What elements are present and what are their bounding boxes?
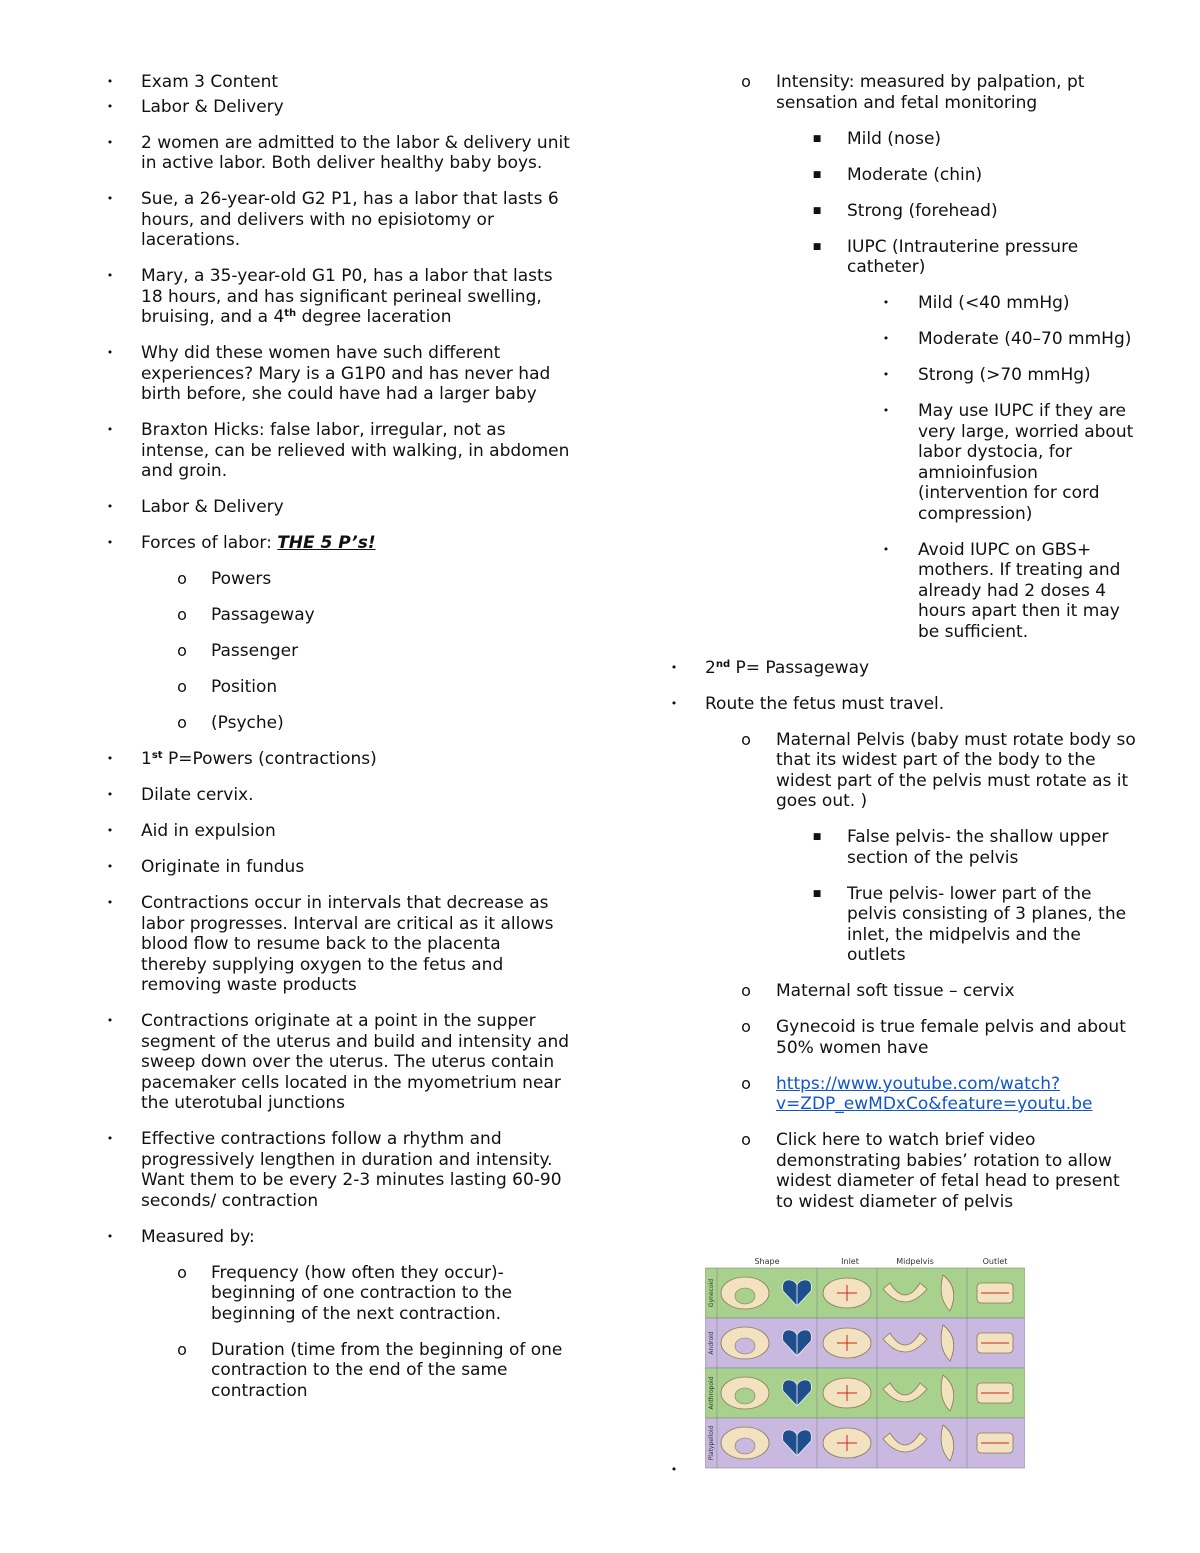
bullet-icon: •	[106, 752, 114, 765]
bullet-icon: •	[106, 788, 114, 801]
list-item: • Strong (>70 mmHg)	[660, 365, 1140, 386]
list-item: • Effective contractions follow a rhythm and progressively lengthen in duration and intensity. Want them to be every 2-3 minutes lasting 60-90 seconds/ contraction	[100, 1129, 570, 1211]
pelvis-row-label: Anthropoid	[708, 1376, 715, 1410]
bullet-icon: •	[106, 192, 114, 205]
list-item: • May use IUPC if they are very large, worried about labor dystocia, for amnioinfusion (intervention for cord compression)	[660, 401, 1140, 524]
bullet-icon: •	[106, 1014, 114, 1027]
youtube-link[interactable]: https://www.youtube.com/watch?v=ZDP_ewMDxCo&feature=youtu.be	[776, 1073, 1093, 1114]
list-item: • Aid in expulsion	[100, 821, 570, 842]
list-item: • Moderate (40–70 mmHg)	[660, 329, 1140, 350]
square-bullet-icon: ■	[812, 169, 822, 180]
bullet-icon: •	[106, 75, 114, 88]
circle-bullet-icon: o	[741, 981, 751, 1000]
pelvis-types-figure	[705, 1255, 1025, 1470]
square-bullet-icon: ■	[812, 241, 822, 252]
pelvis-types-image	[705, 1255, 1025, 1470]
bullet-icon: •	[106, 99, 114, 113]
list-item: • Contractions originate at a point in the supper segment of the uterus and build and intensity and sweep down over the uterus. The uterus contain pacemaker cells located in the myometrium near the uterotubal junctions	[100, 1011, 570, 1114]
bullet-icon: •	[106, 1132, 114, 1145]
circle-bullet-icon: o	[177, 605, 187, 624]
bullet-icon: •	[882, 542, 890, 556]
list-item: o Powers	[100, 569, 570, 590]
list-item: ■ IUPC (Intrauterine pressure catheter)	[660, 237, 1140, 278]
list-item: • Forces of labor: THE 5 P’s!	[100, 533, 570, 554]
list-item: • Exam 3 Content	[100, 72, 570, 93]
circle-bullet-icon: o	[177, 677, 187, 696]
circle-bullet-icon: o	[741, 729, 751, 749]
bullet-icon: •	[106, 346, 114, 359]
list-item: • Measured by:	[100, 1227, 570, 1248]
bullet-icon: •	[106, 1229, 114, 1243]
circle-bullet-icon: o	[177, 1262, 187, 1282]
list-item: • Why did these women have such different experiences? Mary is a G1P0 and has never had birth before, she could have had a larger baby	[100, 343, 570, 405]
list-item: o Frequency (how often they occur)- beginning of one contraction to the beginning of the next contraction.	[100, 1263, 570, 1325]
list-item: o Gynecoid is true female pelvis and about 50% women have	[660, 1017, 1140, 1058]
square-bullet-icon: ■	[812, 832, 822, 842]
list-item: • Labor & Delivery	[100, 497, 570, 518]
list-item: ■ Mild (nose)	[660, 129, 1140, 150]
pelvis-inlet-opening-icon	[735, 1388, 755, 1404]
circle-bullet-icon: o	[741, 1130, 751, 1149]
list-item: ■ Strong (forehead)	[660, 201, 1140, 222]
bullet-icon: •	[106, 135, 114, 149]
list-item: • 1st P=Powers (contractions)	[100, 749, 570, 770]
bullet-icon: •	[106, 423, 114, 436]
bullet-icon: •	[882, 368, 890, 381]
bullet-icon: •	[882, 296, 890, 309]
list-item: • Mary, a 35-year-old G1 P0, has a labor that lasts 18 hours, and has significant perineal swelling, bruising, and a 4th degree laceration	[100, 266, 570, 328]
list-item: o Maternal soft tissue – cervix	[660, 981, 1140, 1002]
bullet-icon: •	[106, 269, 114, 282]
header-shape: Shape	[754, 1257, 780, 1266]
circle-bullet-icon: o	[741, 72, 751, 91]
circle-bullet-icon: o	[177, 1339, 187, 1359]
pelvis-inlet-opening-icon	[735, 1338, 755, 1354]
list-item: • Sue, a 26-year-old G2 P1, has a labor that lasts 6 hours, and delivers with no episiotomy or lacerations.	[100, 189, 570, 251]
list-item: ■ Moderate (chin)	[660, 165, 1140, 186]
list-item: o Passageway	[100, 605, 570, 626]
list-item: • Originate in fundus	[100, 857, 570, 878]
circle-bullet-icon: o	[741, 1073, 751, 1093]
bullet-icon: •	[106, 896, 114, 909]
list-item: o Click here to watch brief video demonstrating babies’ rotation to allow widest diameter of fetal head to present to widest diameter of pelvis	[660, 1130, 1140, 1212]
bullet-icon: •	[106, 500, 114, 513]
pelvis-row-label: Android	[708, 1331, 715, 1355]
list-item: • Mild (<40 mmHg)	[660, 293, 1140, 314]
square-bullet-icon: ■	[812, 133, 822, 144]
list-item: o Maternal Pelvis (baby must rotate body so that its widest part of the body to the widest part of the pelvis must rotate as it goes out. )	[660, 730, 1140, 812]
list-item: o Position	[100, 677, 570, 698]
circle-bullet-icon: o	[177, 569, 187, 588]
pelvis-inlet-opening-icon	[735, 1288, 755, 1304]
bullet-icon: •	[670, 1463, 678, 1476]
pelvis-row-label: Gynecoid	[708, 1278, 715, 1308]
bullet-icon: •	[106, 824, 114, 837]
square-bullet-icon: ■	[812, 205, 822, 216]
bullet-icon: •	[106, 536, 114, 549]
list-item: o (Psyche)	[100, 713, 570, 734]
list-item: ■ False pelvis- the shallow upper section of the pelvis	[660, 827, 1140, 868]
list-item: o Intensity: measured by palpation, pt sensation and fetal monitoring	[660, 72, 1140, 113]
list-item: • Contractions occur in intervals that decrease as labor progresses. Interval are critical as it allows blood flow to resume back to the placenta thereby supplying oxygen to the fetus and removing waste products	[100, 893, 570, 996]
list-item: o Duration (time from the beginning of one contraction to the end of the same contraction	[100, 1340, 570, 1402]
header-midpelvis: Midpelvis	[896, 1257, 934, 1266]
right-column	[660, 72, 1140, 1228]
circle-bullet-icon: o	[177, 713, 187, 732]
square-bullet-icon: ■	[812, 888, 822, 899]
bullet-icon: •	[882, 404, 890, 417]
bullet-icon: •	[670, 660, 678, 674]
list-item: • 2 women are admitted to the labor & delivery unit in active labor. Both deliver healthy baby boys.	[100, 133, 570, 174]
bullet-icon: •	[106, 860, 114, 873]
header-outlet: Outlet	[982, 1257, 1008, 1266]
circle-bullet-icon: o	[741, 1017, 751, 1036]
list-item: • Labor & Delivery	[100, 97, 570, 118]
list-item: o Passenger	[100, 641, 570, 662]
bullet-icon: •	[882, 332, 890, 345]
list-item: • 2nd P= Passageway	[660, 658, 1140, 679]
list-item: ■ True pelvis- lower part of the pelvis consisting of 3 planes, the inlet, the midpelvis and the outlets	[660, 884, 1140, 966]
pelvis-row-label: Platypelloid	[708, 1425, 715, 1461]
list-item: • Avoid IUPC on GBS+ mothers. If treating and already had 2 doses 4 hours apart then it may be sufficient.	[660, 540, 1140, 643]
circle-bullet-icon: o	[177, 641, 187, 660]
bullet-icon: •	[670, 696, 678, 710]
left-column	[100, 72, 570, 1417]
pelvis-rows	[705, 1268, 1025, 1468]
list-item: • Dilate cervix.	[100, 785, 570, 806]
list-item	[660, 1074, 1140, 1115]
pelvis-inlet-opening-icon	[735, 1438, 755, 1454]
header-inlet: Inlet	[841, 1257, 859, 1266]
list-item: • Route the fetus must travel.	[660, 694, 1140, 715]
list-item: • Braxton Hicks: false labor, irregular, not as intense, can be relieved with walking, in abdomen and groin.	[100, 420, 570, 482]
